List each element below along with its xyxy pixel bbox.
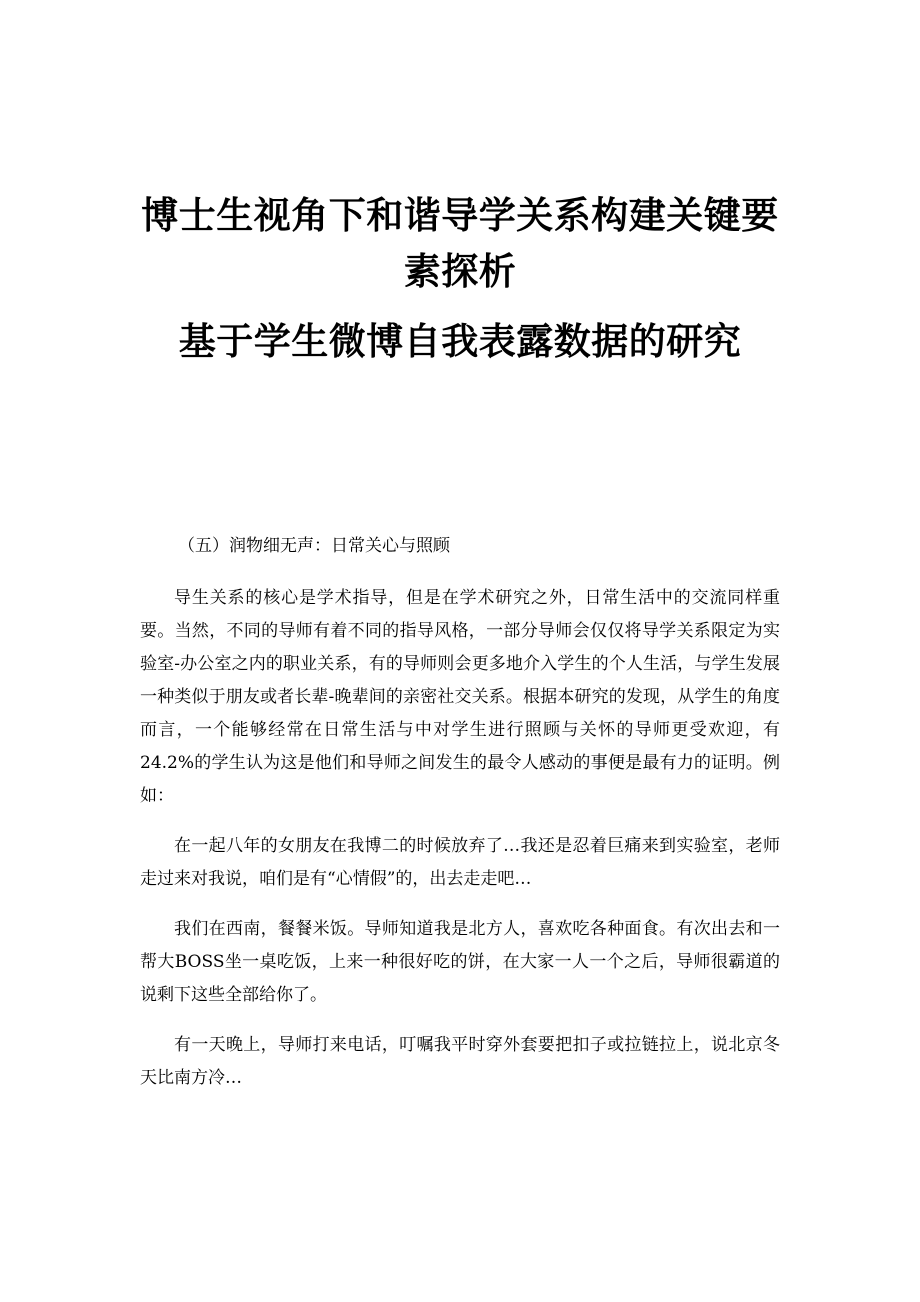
paragraph-1: 导生关系的核心是学术指导，但是在学术研究之外，日常生活中的交流同样重要。当然，不同的导师有着不同的指导风格，一部分导师会仅仅将导学关系限定为实验室-办公室之内的职业关系，有的导师则会更多地介入学生的个人生活，与学生发展一种类似于朋友或者长辈-晚辈间的亲密社交关系。根据本研究的发现，从学生的角度而言，一个能够经常在日常生活与中对学生进行照顾与关怀的导师更受欢迎，有24.2%的学生认为这是他们和导师之间发生的最令人感动的事便是最有力的证明。例如： [140, 588, 780, 806]
title-line-1: 博士生视角下和谐导学关系构建关键要 [141, 194, 779, 237]
title-line-2: 素探析 [403, 250, 517, 293]
quote-paragraph-2: 我们在西南，餐餐米饭。导师知道我是北方人，喜欢吃各种面食。有次出去和一帮大BOSS坐一桌吃饭，上来一种很好吃的饼，在大家一人一个之后，导师很霸道的说剩下这些全部给你了。 [140, 919, 780, 1005]
quote-paragraph-3: 有一天晚上，导师打来电话，叮嘱我平时穿外套要把扣子或拉链拉上，说北京冬天比南方冷… [140, 1035, 780, 1088]
title-block [120, 188, 800, 370]
quote-paragraph-1: 在一起八年的女朋友在我博二的时候放弃了…我还是忍着巨痛来到实验室，老师走过来对我说，咱们是有“心情假”的，出去走走吧… [140, 836, 780, 889]
body-text [140, 582, 780, 1112]
subtitle: 基于学生微博自我表露数据的研究 [178, 320, 742, 363]
section-heading: （五）润物细无声：日常关心与照顾 [178, 536, 450, 556]
